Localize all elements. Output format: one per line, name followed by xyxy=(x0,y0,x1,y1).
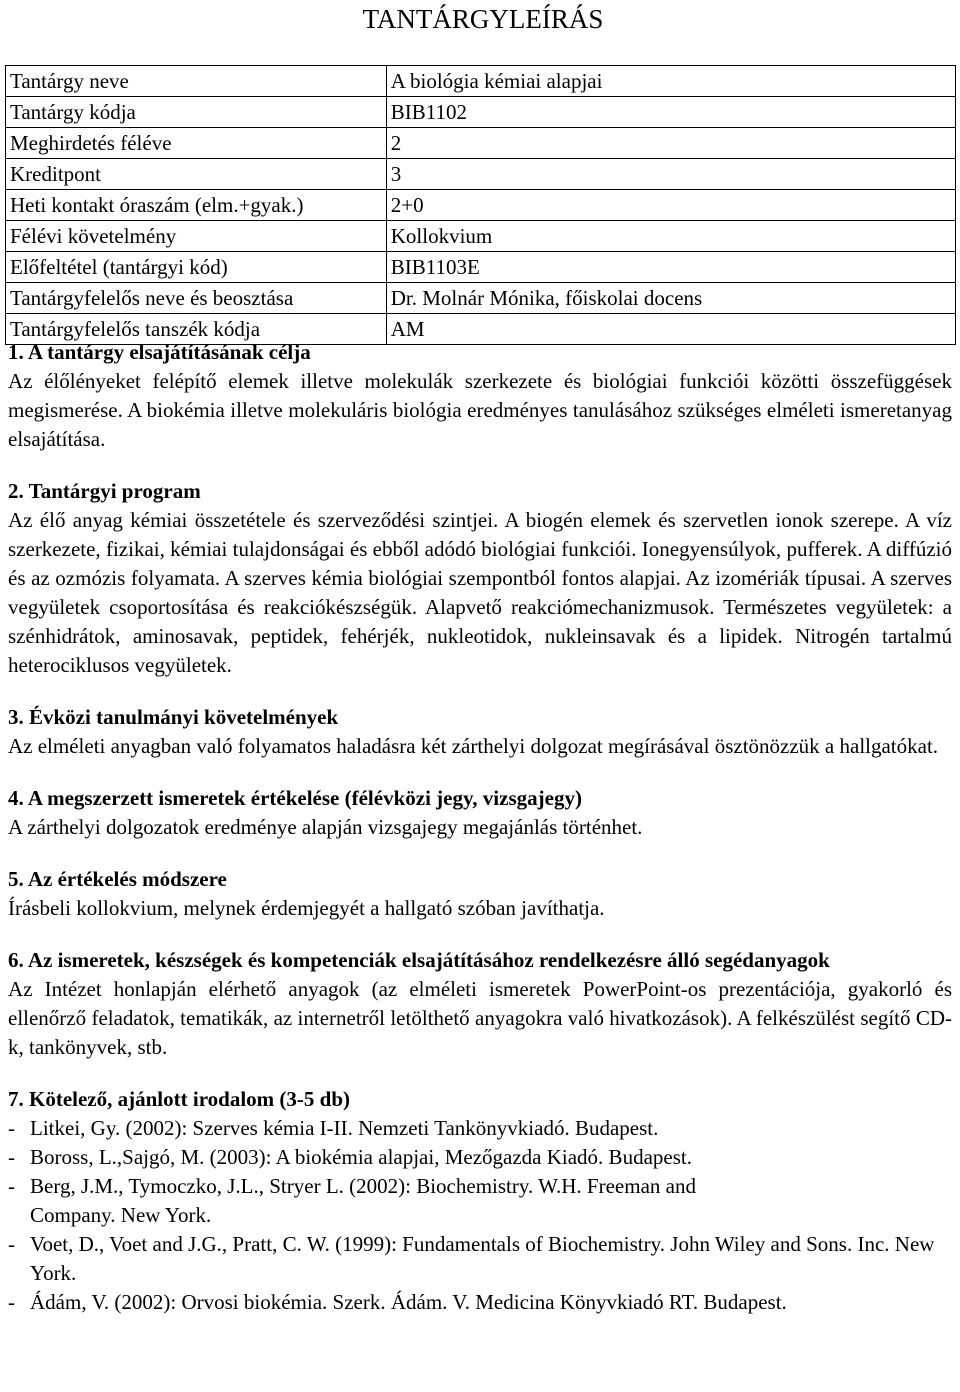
info-row-semester xyxy=(6,128,956,159)
section-text: Az élő anyag kémiai összetétele és szerveződési szintjei. A biogén elemek és szervetlen ionok szerepe. A víz szerkezete, fizikai, kémiai tulajdonságai és ebből adódó biológiai funkciói. Ionegyensúlyok, pufferek. A diffúzió és az ozmózis folyamata. A szerves kémia biológiai szempontból fontos alapjai. Az izomériák típusai. A szerves vegyületek csoportosítása és reakciókészségük. Alapvető reakciómechanizmusok. Természetes vegyületek: a szénhidrátok, aminosavak, peptidek, fehérjék, nukleotidok, nukleinsavak és a lipidek. Nitrogén tartalmú heterociklusos vegyületek. xyxy=(8,508,952,677)
section-heading: 5. Az értékelés módszere xyxy=(8,867,227,891)
literature-item: - Litkei, Gy. (2002): Szerves kémia I-II. Nemzeti Tankönyvkiadó. Budapest. xyxy=(8,1116,659,1140)
info-row-credits xyxy=(6,159,956,190)
info-value: AM xyxy=(386,314,955,345)
literature-item: - Berg, J.M., Tymoczko, J.L., Stryer L. (2002): Biochemistry. W.H. Freeman and Company. New York. xyxy=(8,1174,696,1227)
info-row-prerequisite xyxy=(6,252,956,283)
info-label: Félévi követelmény xyxy=(6,221,387,252)
literature-item: - Voet, D., Voet and J.G., Pratt, C. W. (1999): Fundamentals of Biochemistry. John Wiley and Sons. Inc. New York. xyxy=(8,1232,935,1285)
section-heading: 4. A megszerzett ismeretek értékelése (félévközi jegy, vizsgajegy) xyxy=(8,786,582,810)
section-program xyxy=(8,477,952,680)
literature-list xyxy=(8,1114,952,1317)
course-info-table xyxy=(5,65,956,345)
section-objective xyxy=(8,338,952,454)
info-value: BIB1102 xyxy=(386,97,955,128)
info-label: Előfeltétel (tantárgyi kód) xyxy=(6,252,387,283)
literature-item: - Boross, L.,Sajgó, M. (2003): A biokémia alapjai, Mezőgazda Kiadó. Budapest. xyxy=(8,1145,692,1169)
section-heading: 7. Kötelező, ajánlott irodalom (3-5 db) xyxy=(8,1087,350,1111)
info-row-responsible-person xyxy=(6,283,956,314)
section-text: Írásbeli kollokvium, melynek érdemjegyét a hallgató szóban javíthatja. xyxy=(8,896,605,920)
section-evaluation-method xyxy=(8,865,952,923)
info-row-weekly-hours xyxy=(6,190,956,221)
info-value: Dr. Molnár Mónika, főiskolai docens xyxy=(386,283,955,314)
info-value: 2 xyxy=(386,128,955,159)
info-value: 3 xyxy=(386,159,955,190)
section-heading: 3. Évközi tanulmányi követelmények xyxy=(8,705,339,729)
info-label: Tantárgy kódja xyxy=(6,97,387,128)
info-label: Meghirdetés féléve xyxy=(6,128,387,159)
section-text: Az elméleti anyagban való folyamatos haladásra két zárthelyi dolgozat megírásával ösztönözzük a hallgatókat. xyxy=(8,734,939,758)
section-heading: 2. Tantárgyi program xyxy=(8,479,201,503)
section-text: Az Intézet honlapján elérhető anyagok (az elméleti ismeretek PowerPoint-os prezentációja, gyakorló és ellenőrző feladatok, tematikák, az internetről letölthető anyagokra való hivatkozások). A felkészülést segítő CD-k, tankönyvek, stb. xyxy=(8,977,952,1059)
literature-item: - Ádám, V. (2002): Orvosi biokémia. Szerk. Ádám. V. Medicina Könyvkiadó RT. Budapest. xyxy=(8,1290,787,1314)
section-text: Az élőlényeket felépítő elemek illetve molekulák szerkezete és biológiai funkciói közötti összefüggések megismerése. A biokémia illetve molekuláris biológia eredményes tanulásához szükséges elméleti ismeretanyag elsajátítása. xyxy=(8,369,952,451)
document-title: TANTÁRGYLEÍRÁS xyxy=(362,4,604,34)
info-value: BIB1103E xyxy=(386,252,955,283)
info-row-course-name xyxy=(6,66,956,97)
info-row-requirement xyxy=(6,221,956,252)
document-body xyxy=(8,338,952,1317)
section-materials xyxy=(8,946,952,1062)
info-value: A biológia kémiai alapjai xyxy=(386,66,955,97)
section-requirements xyxy=(8,703,952,761)
info-label: Heti kontakt óraszám (elm.+gyak.) xyxy=(6,190,387,221)
info-value: 2+0 xyxy=(386,190,955,221)
info-label: Tantárgyfelelős neve és beosztása xyxy=(6,283,387,314)
info-label: Kreditpont xyxy=(6,159,387,190)
section-assessment xyxy=(8,784,952,842)
info-row-course-code xyxy=(6,97,956,128)
section-text: A zárthelyi dolgozatok eredménye alapján vizsgajegy megajánlás történhet. xyxy=(8,815,643,839)
section-heading: 1. A tantárgy elsajátításának célja xyxy=(8,340,311,364)
section-heading: 6. Az ismeretek, készségek és kompetenciák elsajátításához rendelkezésre álló segédanyagok xyxy=(8,948,830,972)
section-literature xyxy=(8,1085,952,1317)
info-label: Tantárgyfelelős tanszék kódja xyxy=(6,314,387,345)
info-value: Kollokvium xyxy=(386,221,955,252)
info-label: Tantárgy neve xyxy=(6,66,387,97)
